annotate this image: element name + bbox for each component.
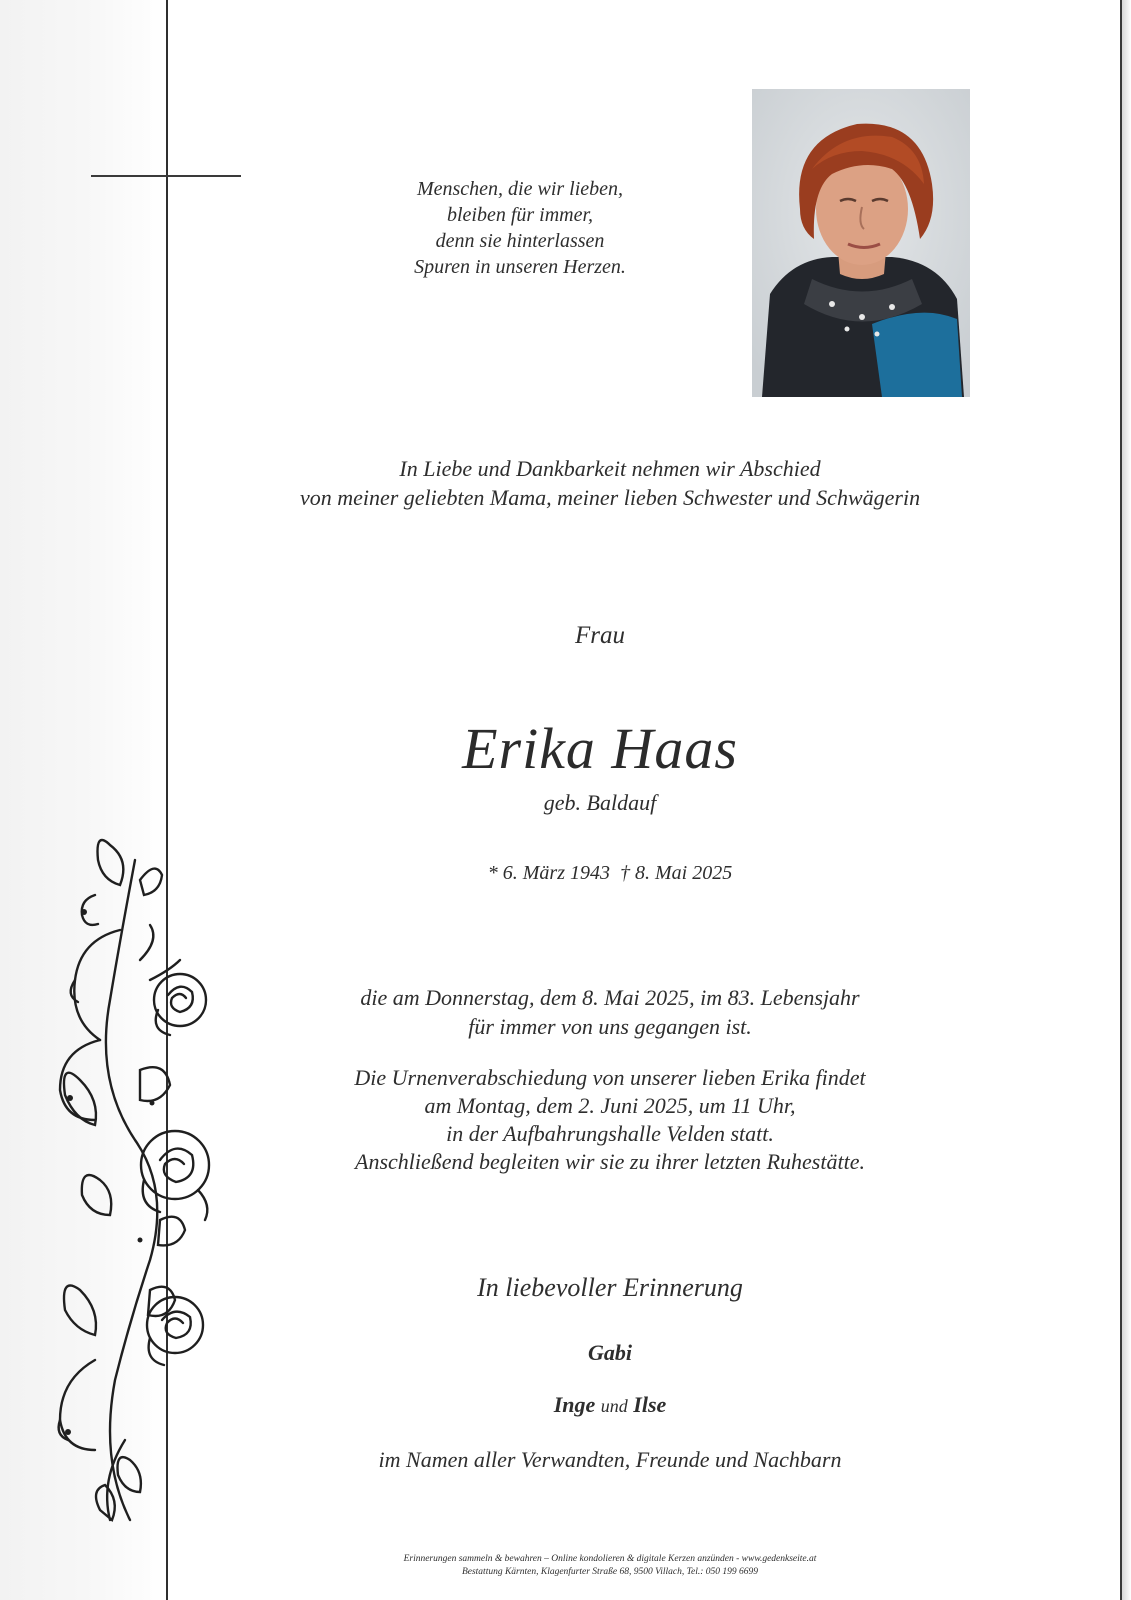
death-notice (280, 983, 940, 1041)
footer-line: Erinnerungen sammeln & bewahren – Online kondolieren & digitale Kerzen anzünden - www.gedenkseite.at (403, 1554, 817, 1564)
death-notice-line: für immer von uns gegangen ist. (468, 1014, 752, 1039)
mourner-inge-ilse (460, 1392, 760, 1418)
maiden-name: geb. Baldauf (543, 790, 657, 815)
memory-heading: In liebevoller Erinnerung (477, 1273, 743, 1302)
farewell-line: In Liebe und Dankbarkeit nehmen wir Abschied (399, 456, 821, 481)
memorial-poem (360, 176, 680, 280)
footer-line: Bestattung Kärnten, Klagenfurter Straße 68, 9500 Villach, Tel.: 050 199 6699 (461, 1567, 759, 1577)
poem-line: denn sie hinterlassen (435, 230, 605, 252)
cross-bar (91, 175, 241, 177)
service-line: in der Aufbahrungshalle Velden statt. (446, 1121, 774, 1146)
mourner-gabi: Gabi (588, 1340, 632, 1365)
rose-vine-ornament (40, 820, 240, 1540)
service-details (260, 1064, 960, 1176)
poem-line: Menschen, die wir lieben, (416, 178, 624, 200)
conjunction: und (600, 1396, 628, 1416)
portrait-illustration (752, 89, 970, 397)
farewell-statement (230, 454, 990, 512)
scan-edge-shadow (1122, 0, 1131, 1600)
poem-line: Spuren in unseren Herzen. (414, 256, 626, 278)
life-dates: * 6. März 1943 † 8. Mai 2025 (487, 862, 733, 884)
mourner-inge: Inge (553, 1392, 596, 1417)
mourner-others: im Namen aller Verwandten, Freunde und Nachbarn (378, 1447, 842, 1472)
mourner-ilse: Ilse (633, 1392, 667, 1417)
service-line: Anschließend begleiten wir sie zu ihrer letzten Ruhestätte. (355, 1149, 865, 1174)
portrait-photo (752, 89, 970, 397)
farewell-line: von meiner geliebten Mama, meiner lieben Schwester und Schwägerin (299, 485, 921, 510)
deceased-name: Erika Haas (462, 716, 738, 781)
poem-line: bleiben für immer, (446, 204, 594, 226)
death-notice-line: die am Donnerstag, dem 8. Mai 2025, im 83. Lebensjahr (360, 985, 860, 1010)
funeral-home-footer (300, 1553, 920, 1579)
salutation: Frau (575, 622, 625, 649)
service-line: Die Urnenverabschiedung von unserer lieben Erika findet (354, 1065, 866, 1090)
service-line: am Montag, dem 2. Juni 2025, um 11 Uhr, (424, 1093, 796, 1118)
